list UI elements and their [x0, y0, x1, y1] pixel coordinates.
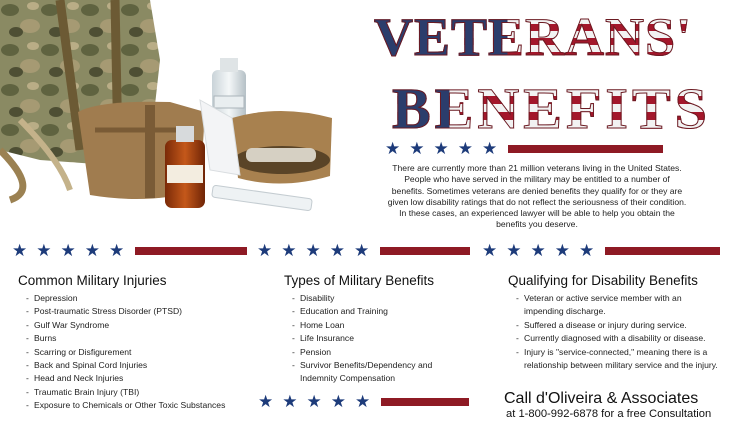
section-qualifying: [508, 273, 720, 372]
list-item: - Education and Training: [292, 305, 459, 318]
list-item: - Currently diagnosed with a disability or disease.: [516, 332, 720, 345]
star-icon: ★: [457, 139, 473, 158]
list-item: - Head and Neck Injuries: [26, 372, 253, 385]
star-divider-col1: [12, 243, 247, 259]
star-divider-intro: [385, 141, 663, 157]
star-icon: ★: [579, 241, 595, 260]
qualifying-list: [508, 292, 720, 372]
list-item: - Burns: [26, 332, 253, 345]
star-icon: ★: [281, 241, 297, 260]
section-common-injuries: [18, 273, 253, 413]
list-item: - Post-traumatic Stress Disorder (PTSD): [26, 305, 253, 318]
syringe: [212, 185, 313, 211]
medical-kit-illustration: [0, 0, 360, 232]
list-item: - Veteran or active service member with an impending discharge.: [516, 292, 720, 319]
list-item: - Survivor Benefits/Dependency and Indemnity Compensation: [292, 359, 450, 386]
list-item: - Exposure to Chemicals or Other Toxic Substances: [26, 399, 253, 412]
list-item: - Traumatic Brain Injury (TBI): [26, 386, 253, 399]
star-icon: ★: [530, 241, 546, 260]
star-icon: ★: [482, 241, 498, 260]
list-item: - Pension: [292, 346, 459, 359]
list-item: - Back and Spinal Cord Injuries: [26, 359, 253, 372]
list-item: - Depression: [26, 292, 253, 305]
star-icon: ★: [36, 241, 52, 260]
star-icon: ★: [385, 139, 401, 158]
list-item: - Gulf War Syndrome: [26, 319, 253, 332]
star-icon: ★: [506, 241, 522, 260]
red-stripe: [605, 247, 720, 255]
benefit-list: [284, 292, 459, 386]
list-item: - Home Loan: [292, 319, 459, 332]
star-icon: ★: [258, 392, 274, 411]
list-item: - Disability: [292, 292, 459, 305]
title-veterans: VETERANS': [374, 7, 693, 67]
star-icon: ★: [84, 241, 100, 260]
section-heading: Common Military Injuries: [18, 273, 167, 288]
list-item: - Scarring or Disfigurement: [26, 346, 253, 359]
red-stripe: [380, 247, 470, 255]
red-stripe: [135, 247, 247, 255]
star-icon: ★: [354, 241, 370, 260]
star-icon: ★: [306, 392, 322, 411]
star-icon: ★: [482, 139, 498, 158]
injury-list: [18, 292, 253, 413]
star-icon: ★: [554, 241, 570, 260]
star-icon: ★: [257, 241, 273, 260]
military-medical-kit-photo: [0, 0, 360, 232]
section-benefit-types: [284, 273, 459, 386]
list-item: - Suffered a disease or injury during service.: [516, 319, 720, 332]
star-icon: ★: [109, 241, 125, 260]
section-heading: Qualifying for Disability Benefits: [508, 273, 698, 288]
star-divider-bottom: [258, 394, 469, 410]
intro-paragraph: There are currently more than 21 million veterans living in the United States. People who have served in the military may be entitled to a number of benefits. Sometimes veterans are denied benefits they qualify for or they are given low disability ratings that do not reflect the seriousness of their condition. In these cases, an experienced lawyer will be able to help you obtain the benefits you deserve.: [387, 163, 687, 230]
red-stripe: [381, 398, 469, 406]
star-icon: ★: [305, 241, 321, 260]
cta-firm-name: Call d'Oliveira & Associates: [504, 390, 699, 407]
red-stripe: [508, 145, 663, 153]
title-benefits: BENEFITS: [392, 76, 711, 141]
star-icon: ★: [282, 392, 298, 411]
star-icon: ★: [433, 139, 449, 158]
star-divider-col2: [257, 243, 470, 259]
star-divider-col3: [482, 243, 720, 259]
list-item: - Life Insurance: [292, 332, 459, 345]
section-heading: Types of Military Benefits: [284, 273, 435, 288]
star-icon: ★: [330, 392, 346, 411]
cta-phone[interactable]: at 1-800-992-6878 for a free Consultation: [506, 408, 712, 420]
star-icon: ★: [355, 392, 371, 411]
list-item: - Injury is "service-connected," meaning there is a relationship between military service and the injury.: [516, 346, 720, 373]
star-icon: ★: [12, 241, 28, 260]
star-icon: ★: [409, 139, 425, 158]
star-icon: ★: [60, 241, 76, 260]
star-icon: ★: [329, 241, 345, 260]
